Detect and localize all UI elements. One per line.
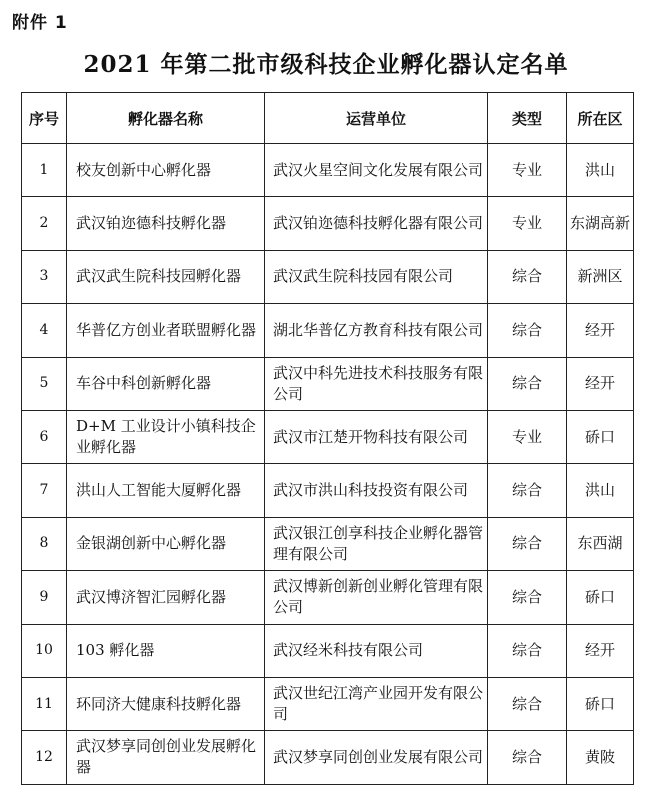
cell-no: 10 [22, 624, 67, 677]
table-row [22, 410, 634, 463]
cell-name: 金银湖创新中心孵化器 [67, 517, 265, 570]
table-row [22, 571, 634, 624]
cell-org: 武汉博新创新创业孵化管理有限公司 [265, 571, 488, 624]
table-row [22, 144, 634, 197]
cell-name: 武汉博济智汇园孵化器 [67, 571, 265, 624]
table-header-row [22, 93, 634, 144]
cell-district: 黄陂 [567, 731, 634, 784]
cell-no: 6 [22, 410, 67, 463]
header-org: 运营单位 [265, 93, 488, 144]
cell-district: 硚口 [567, 571, 634, 624]
cell-district: 经开 [567, 304, 634, 357]
cell-no: 8 [22, 517, 67, 570]
table-row [22, 250, 634, 303]
cell-org: 武汉世纪江湾产业园开发有限公司 [265, 677, 488, 730]
cell-org: 武汉武生院科技园有限公司 [265, 250, 488, 303]
cell-name: 校友创新中心孵化器 [67, 144, 265, 197]
cell-name: 车谷中科创新孵化器 [67, 357, 265, 410]
cell-type: 综合 [488, 250, 567, 303]
cell-no: 12 [22, 731, 67, 784]
cell-name: D+M 工业设计小镇科技企业孵化器 [67, 410, 265, 463]
cell-no: 7 [22, 464, 67, 517]
cell-district: 硚口 [567, 410, 634, 463]
cell-district: 新洲区 [567, 250, 634, 303]
cell-district: 经开 [567, 357, 634, 410]
cell-name: 103 孵化器 [67, 624, 265, 677]
cell-org: 武汉银江创享科技企业孵化器管理有限公司 [265, 517, 488, 570]
header-no: 序号 [22, 93, 67, 144]
cell-no: 11 [22, 677, 67, 730]
cell-no: 1 [22, 144, 67, 197]
cell-no: 4 [22, 304, 67, 357]
cell-type: 综合 [488, 304, 567, 357]
cell-org: 武汉梦享同创创业发展有限公司 [265, 731, 488, 784]
cell-org: 武汉中科先进技术科技服务有限公司 [265, 357, 488, 410]
cell-name: 武汉铂迩德科技孵化器 [67, 197, 265, 250]
cell-type: 综合 [488, 571, 567, 624]
incubator-table [21, 92, 634, 785]
cell-type: 综合 [488, 677, 567, 730]
cell-org: 武汉经米科技有限公司 [265, 624, 488, 677]
page-title: 2021 年第二批市级科技企业孵化器认定名单 [83, 51, 569, 78]
table-row [22, 731, 634, 784]
cell-type: 综合 [488, 624, 567, 677]
header-type: 类型 [488, 93, 567, 144]
table-row [22, 517, 634, 570]
attachment-label: 附件 1 [12, 13, 68, 33]
cell-org: 武汉铂迩德科技孵化器有限公司 [265, 197, 488, 250]
cell-no: 2 [22, 197, 67, 250]
cell-type: 专业 [488, 197, 567, 250]
cell-name: 环同济大健康科技孵化器 [67, 677, 265, 730]
cell-type: 综合 [488, 731, 567, 784]
cell-name: 武汉武生院科技园孵化器 [67, 250, 265, 303]
cell-name: 华普亿方创业者联盟孵化器 [67, 304, 265, 357]
table-row [22, 624, 634, 677]
cell-district: 东湖高新 [567, 197, 634, 250]
table-row [22, 677, 634, 730]
table-row [22, 464, 634, 517]
cell-name: 武汉梦享同创创业发展孵化器 [67, 731, 265, 784]
cell-district: 硚口 [567, 677, 634, 730]
table-row [22, 357, 634, 410]
header-name: 孵化器名称 [67, 93, 265, 144]
cell-type: 专业 [488, 144, 567, 197]
cell-no: 5 [22, 357, 67, 410]
cell-no: 9 [22, 571, 67, 624]
cell-org: 武汉市洪山科技投资有限公司 [265, 464, 488, 517]
cell-org: 武汉市江楚开物科技有限公司 [265, 410, 488, 463]
cell-type: 综合 [488, 517, 567, 570]
table-row [22, 197, 634, 250]
table-row [22, 304, 634, 357]
cell-district: 经开 [567, 624, 634, 677]
cell-no: 3 [22, 250, 67, 303]
cell-district: 洪山 [567, 144, 634, 197]
cell-type: 综合 [488, 357, 567, 410]
cell-type: 综合 [488, 464, 567, 517]
cell-name: 洪山人工智能大厦孵化器 [67, 464, 265, 517]
header-district: 所在区 [567, 93, 634, 144]
cell-org: 湖北华普亿方教育科技有限公司 [265, 304, 488, 357]
cell-district: 洪山 [567, 464, 634, 517]
cell-org: 武汉火星空间文化发展有限公司 [265, 144, 488, 197]
cell-type: 专业 [488, 410, 567, 463]
cell-district: 东西湖 [567, 517, 634, 570]
